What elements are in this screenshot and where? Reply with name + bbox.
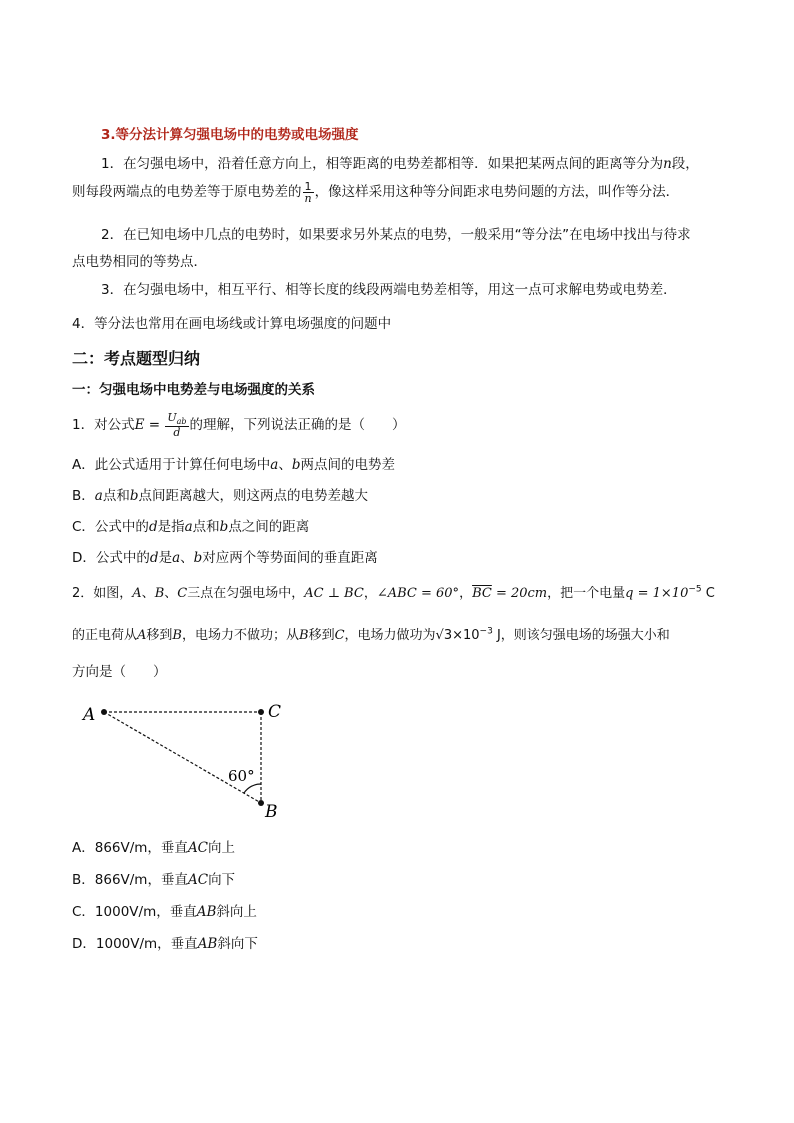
text: 向下 [208,872,236,888]
edge-ab [104,712,261,803]
text: 三点在匀强电场中， [187,586,305,601]
paragraph-1-line-1 [101,152,699,172]
text: B．866V/m，垂直 [72,872,188,888]
angle-arc [244,784,261,793]
var: B [154,586,165,601]
point-b [258,800,264,806]
q1-option-b[interactable] [72,484,368,504]
var: a [172,550,181,566]
point-a [101,709,107,715]
fraction-1-over-n [303,181,314,204]
question-2-line-3: 方向是（ ） [72,664,167,680]
text: ，电场力做功为 [344,628,436,643]
paragraph-2-line-2: 点电势相同的等势点． [72,254,207,270]
question-2-line-2 [72,624,670,643]
text: 、 [164,586,178,601]
text: 的理解，下列说法正确的是（ ） [189,417,406,434]
formula-eq: = [144,417,165,434]
var: B [172,628,182,643]
text: 1．在匀强电场中，沿着任意方向上，相等距离的电势差都相等．如果把某两点间的距离等分为 [101,156,664,172]
text: 对应两个等势面间的垂直距离 [202,550,378,566]
var: b [193,550,203,566]
frac-num [165,412,188,427]
u: U [167,411,177,424]
work-unit: J [492,628,501,643]
paragraph-2-line-1: 2．在已知电场中几点的电势时，如果要求另外某点的电势，一般采用“等分法”在电场中找出与待求 [101,227,691,243]
sqrt3: √3 [435,628,453,643]
text: 移到 [308,628,335,643]
label-c: C [268,702,282,722]
text: 是 [158,550,173,566]
text: 是指 [157,519,185,535]
q1-option-d[interactable] [72,546,378,566]
var: d [149,550,159,566]
text: ，电场力不做功；从 [181,628,299,643]
var: A [132,586,142,601]
text: 点之间的距离 [228,519,310,535]
text: 斜向下 [217,936,258,952]
work-exp: −3 [479,626,493,637]
label-b: B [265,802,278,822]
u-sub: ab [176,417,187,427]
q1-option-a[interactable] [72,453,395,473]
text: B． [72,488,95,504]
text: D．1000V/m，垂直 [72,936,198,952]
paragraph-3: 3．在匀强电场中，相互平行、相等长度的线段两端电势差相等，用这一点可求解电势或电势差． [101,282,677,298]
angle-expr: ∠ABC = 60° [376,586,460,601]
text: ， [459,586,473,601]
charge-unit: C [701,586,715,601]
section-title: 3.等分法计算匀强电场中的电势或电场强度 [101,127,359,143]
text: 两点间的电势差 [300,457,395,473]
text: 、 [180,550,194,566]
var: C [177,586,188,601]
question-2-line-1 [72,582,715,601]
var: A [137,628,147,643]
text: 1．对公式 [72,417,135,434]
var: AB [197,936,218,952]
text: C．1000V/m，垂直 [72,904,197,920]
q2-option-a[interactable] [72,836,235,856]
text: ，把一个电量 [547,586,626,601]
text: 点间距离越大，则这两点的电势差越大 [138,488,368,504]
var: AC [187,840,209,856]
paragraph-4: 4．等分法也常用在画电场线或计算电场强度的问题中 [72,316,392,332]
text: A．此公式适用于计算任何电场中 [72,457,271,473]
text: 向上 [208,840,236,856]
text: 2．如图， [72,586,133,601]
text: C．公式中的 [72,519,149,535]
bc-value: = 20cm [491,586,548,601]
charge-exp: −5 [688,584,702,595]
perp-expr: AC ⊥ BC [304,586,364,601]
formula-lhs: E [134,417,145,434]
question-1-stem [72,412,406,438]
q2-option-d[interactable] [72,932,258,952]
paragraph-1-line-2 [72,180,679,204]
q2-option-b[interactable] [72,868,235,888]
var: B [299,628,309,643]
var: d [148,519,158,535]
text: D．公式中的 [72,550,150,566]
text: A．866V/m，垂直 [72,840,188,856]
text: ，像这样采用这种等分间距求电势问题的方法，叫作等分法． [314,184,680,200]
var: AC [187,872,209,888]
var: a [94,488,103,504]
work-expr: ×10 [452,628,480,643]
text: 段， [671,156,699,172]
label-angle: 60° [228,767,255,785]
text: 、 [141,586,155,601]
var: a [270,457,279,473]
var: a [184,519,193,535]
formula-fraction [165,412,188,438]
text: 点和 [192,519,220,535]
text: 的正电荷从 [72,628,138,643]
triangle-figure [80,695,290,825]
frac-num: 1 [303,181,314,193]
text: ，则该匀强电场的场强大小和 [500,628,670,643]
var: b [219,519,229,535]
text: 移到 [146,628,173,643]
bc-expr: $\overline{BC}$ [472,586,492,601]
q1-option-c[interactable] [72,515,309,535]
frac-den: n [304,191,312,205]
text: 则每段两端点的电势差等于原电势差的 [72,184,302,200]
var-n: n [663,156,672,172]
text: 斜向上 [216,904,257,920]
var: C [334,628,345,643]
var: b [291,457,301,473]
part2-title: 二：考点题型归纳 [72,349,201,368]
charge-expr: q = 1×10 [625,586,689,601]
text: ， [363,586,377,601]
text: 、 [278,457,292,473]
subsection-title: 一：匀强电场中电势差与电场强度的关系 [72,382,315,398]
var: b [129,488,139,504]
text: 点和 [102,488,130,504]
q2-option-c[interactable] [72,900,257,920]
var: AB [196,904,217,920]
frac-den: d [173,426,181,440]
point-c [258,709,264,715]
label-a: A [83,705,96,725]
